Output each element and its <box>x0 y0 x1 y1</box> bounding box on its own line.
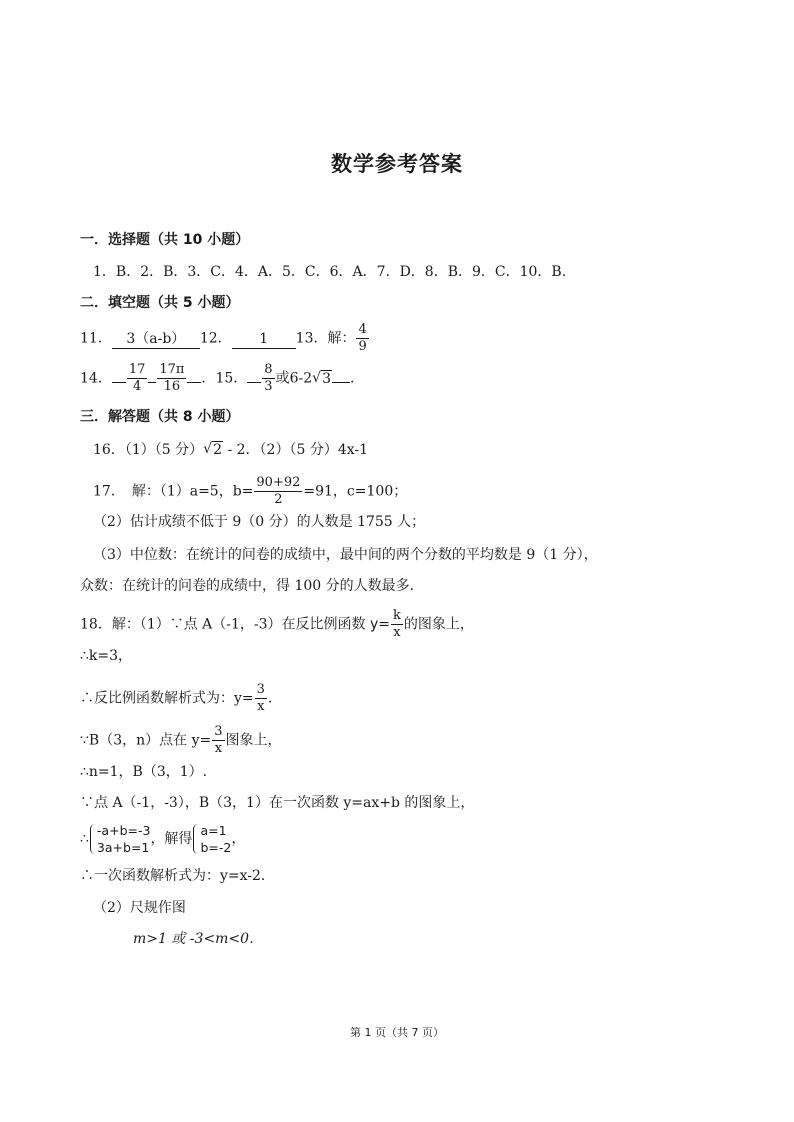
q13-fraction <box>356 322 368 355</box>
q14-fraction-2 <box>157 362 186 395</box>
q18-line5: ∴n=1，B（3，1）. <box>80 764 208 780</box>
section-heading-fill: 二．填空题（共 5 小题） <box>80 295 240 311</box>
q18-line4-b: 图象上， <box>225 732 282 749</box>
q18-line7 <box>80 822 245 856</box>
q14-fraction-2-den: 16 <box>163 379 181 394</box>
q12-number: 12． <box>199 330 232 347</box>
q18-system-2-eq2: b=-2 <box>200 840 232 855</box>
q18-line1-fraction <box>391 608 403 641</box>
answer-line-11-13 <box>80 322 370 355</box>
q18-line1-b: 的图象上， <box>403 616 474 633</box>
q18-line1 <box>80 608 474 641</box>
q18-line1-a: 18．解：（1）∵点 A（-1，-3）在反比例函数 <box>80 616 371 633</box>
q18-system-1 <box>89 822 151 856</box>
q14-fraction-1 <box>127 362 148 395</box>
q18-line4-num: 3 <box>214 724 223 739</box>
section-heading-choice: 一．选择题（共 10 小题） <box>80 232 250 248</box>
q17-part2: （2）估计成绩不低于 9（0 分）的人数是 1755 人； <box>93 514 426 530</box>
q18-line1-y: y= <box>370 616 391 633</box>
q18-system-1-eq2: 3a+b=1 <box>96 840 150 855</box>
q18-system-2 <box>192 822 231 856</box>
q15-expr: 6-2 <box>289 370 313 387</box>
q18-line3-a: ∴反比例函数解析式为：y= <box>80 690 254 707</box>
q15-numerator: 8 <box>264 362 273 377</box>
q15-number: ．15． <box>201 370 248 387</box>
q15-radicand: 3 <box>322 370 332 387</box>
choice-answers: 1．B．2．B．3．C．4．A．5．C．6．A．7．D．8．B．9．C．10．B. <box>93 264 567 280</box>
q16-sqrt <box>203 440 223 460</box>
q18-system-2-eq1: a=1 <box>200 823 227 838</box>
q17-numerator: 90+92 <box>256 475 301 490</box>
q16-radicand: 2 <box>213 442 223 458</box>
q18-line7-c: ， <box>231 831 246 847</box>
q18-line10: m>1 或 -3<m<0． <box>133 931 264 947</box>
q14-fraction-1-num: 17 <box>128 362 146 377</box>
section-heading-solve: 三．解答题（共 8 小题） <box>80 409 240 425</box>
q12-answer: 1 <box>232 330 296 349</box>
q15-or: 或 <box>275 370 290 387</box>
q18-line1-num: k <box>393 608 401 623</box>
q17-fraction <box>254 475 302 508</box>
answer-line-14-15 <box>80 362 364 395</box>
q17-text-b: =91，c=100； <box>303 483 408 500</box>
q15-denominator: 3 <box>264 379 273 394</box>
q14-fraction-2-num: 17π <box>159 362 185 377</box>
q18-line3 <box>80 682 272 715</box>
q17-part3a: （3）中位数：在统计的问卷的成绩中，最中间的两个分数的平均数是 9（1 分）， <box>93 547 598 563</box>
q16-part2: - 2．（2）（5 分）4x-1 <box>223 442 369 458</box>
q18-line3-num: 3 <box>256 682 265 697</box>
q13-denominator: 9 <box>358 339 367 354</box>
q16-answer <box>93 440 368 460</box>
q18-line9: （2）尺规作图 <box>93 900 186 916</box>
q17-part1 <box>93 475 407 508</box>
q11-answer: 3（a-b） <box>112 330 200 349</box>
q18-line1-den: x <box>393 625 401 640</box>
q15-sqrt <box>312 369 332 389</box>
q15-end: ． <box>350 370 365 387</box>
q18-line8: ∴一次函数解析式为：y=x-2． <box>80 868 275 884</box>
q18-line6: ∵点 A（-1，-3），B（3，1）在一次函数 y=ax+b 的图象上， <box>80 795 475 811</box>
q18-line4-fraction <box>212 724 224 757</box>
q13-numerator: 4 <box>358 322 367 337</box>
q13-number: 13．解： <box>295 330 356 347</box>
q14-fraction-1-den: 4 <box>132 379 142 394</box>
q17-denominator: 2 <box>274 492 283 507</box>
q18-line3-den: x <box>257 699 265 714</box>
page-footer: 第 1 页（共 7 页） <box>350 1026 444 1039</box>
q18-line3-b: . <box>267 690 273 707</box>
q18-line4-a: ∵B（3，n）点在 y= <box>80 732 212 749</box>
q18-line4-den: x <box>214 741 223 756</box>
page-title: 数学参考答案 <box>331 152 463 176</box>
q17-part3b: 众数：在统计的问卷的成绩中，得 100 分的人数最多． <box>80 578 424 594</box>
q15-fraction <box>262 362 274 395</box>
q14-number: 14． <box>80 370 112 387</box>
q18-line7-a: ∴ <box>80 831 89 847</box>
q17-text-a: 17． 解：（1）a=5，b= <box>93 483 254 500</box>
q16-part1: 16．（1）（5 分） <box>93 442 204 458</box>
q18-system-1-eq1: -a+b=-3 <box>96 823 151 838</box>
q11-number: 11． <box>80 330 112 347</box>
q18-line7-b: ，解得 <box>150 831 193 847</box>
q18-line4 <box>80 724 282 757</box>
q18-line3-fraction <box>255 682 267 715</box>
q18-line2: ∴k=3， <box>80 648 133 664</box>
